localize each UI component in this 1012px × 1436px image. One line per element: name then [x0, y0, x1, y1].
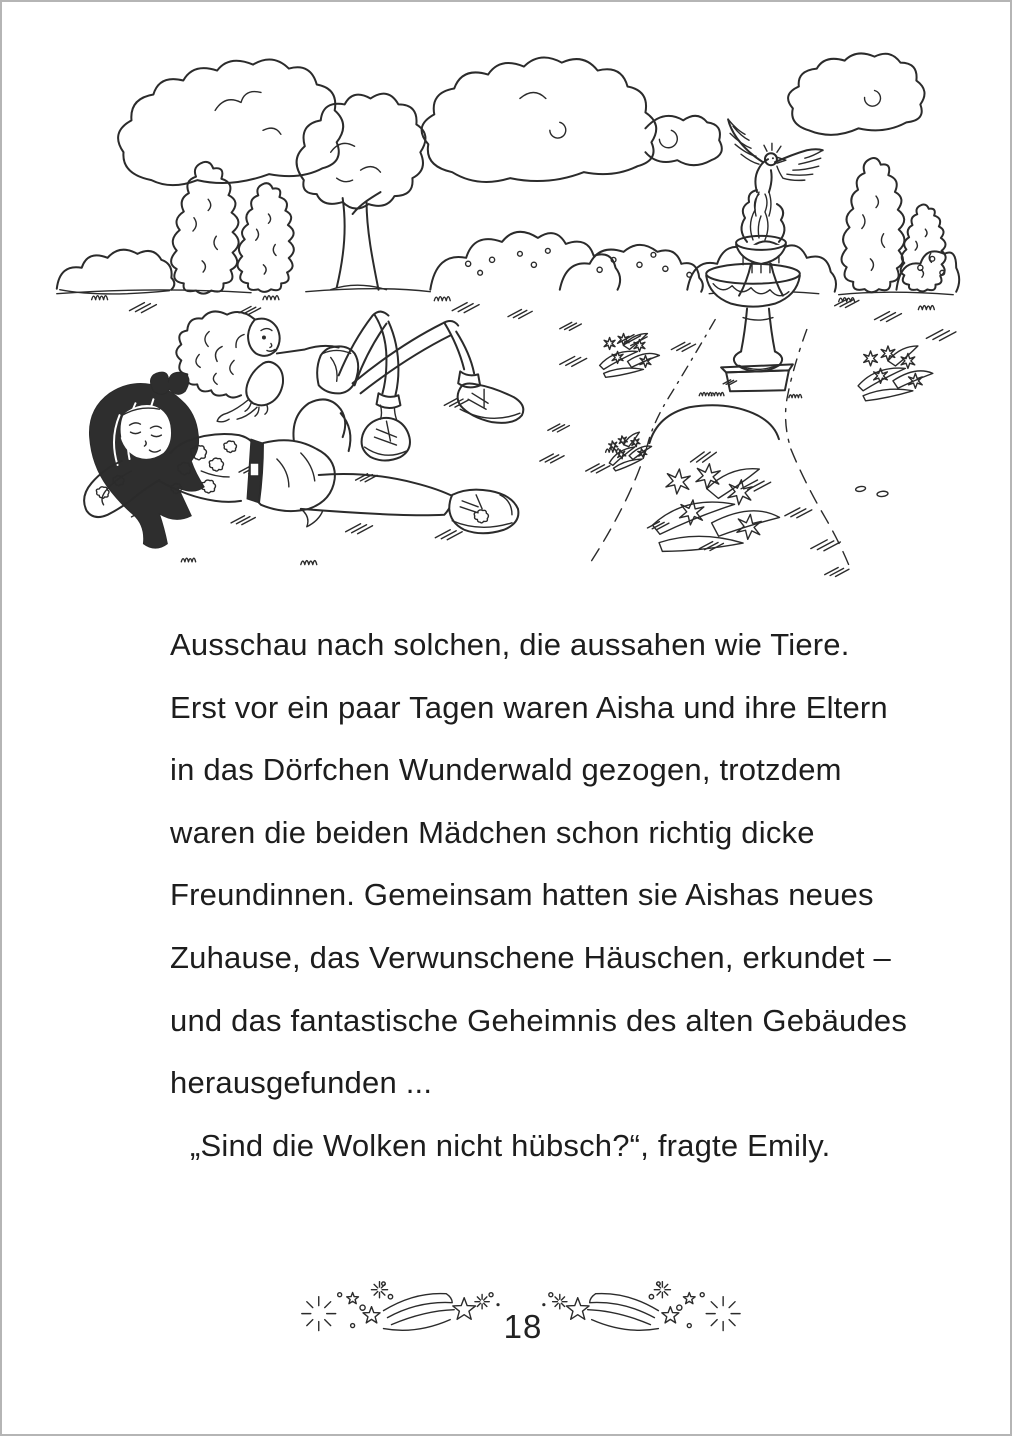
story-line: Ausschau nach solchen, die aussahen wie Tiere. [170, 627, 850, 662]
story-line-dialogue: „Sind die Wolken nicht hübsch?“, fragte Emily. [190, 1127, 831, 1163]
phoenix-fountain [706, 119, 823, 397]
phoenix-statue [728, 119, 823, 216]
trees [171, 94, 946, 294]
story-line: Zuhause, das Verwunschene Häuschen, erkundet – [170, 939, 891, 975]
story-text [170, 614, 908, 1177]
footer-ornament-left [302, 1282, 500, 1331]
page-number: 18 [503, 1308, 543, 1345]
round-tree [297, 94, 426, 290]
hedges [57, 232, 959, 295]
girl-lying-front [84, 372, 518, 548]
grass [92, 296, 956, 565]
garden-path [592, 320, 889, 577]
story-line: Erst vor ein paar Tagen waren Aisha und ihre Eltern [170, 689, 888, 725]
flames [742, 190, 785, 242]
story-line: Freundinnen. Gemeinsam hatten sie Aishas neues [170, 877, 874, 913]
story-line: waren die beiden Mädchen schon richtig dicke [170, 814, 815, 850]
story-line: und das fantastische Geheimnis des alten Gebäudes [170, 1002, 908, 1038]
story-line: in das Dörfchen Wunderwald gezogen, trotzdem [170, 752, 842, 788]
clouds [118, 53, 924, 185]
story-line: herausgefunden ... [170, 1065, 433, 1101]
